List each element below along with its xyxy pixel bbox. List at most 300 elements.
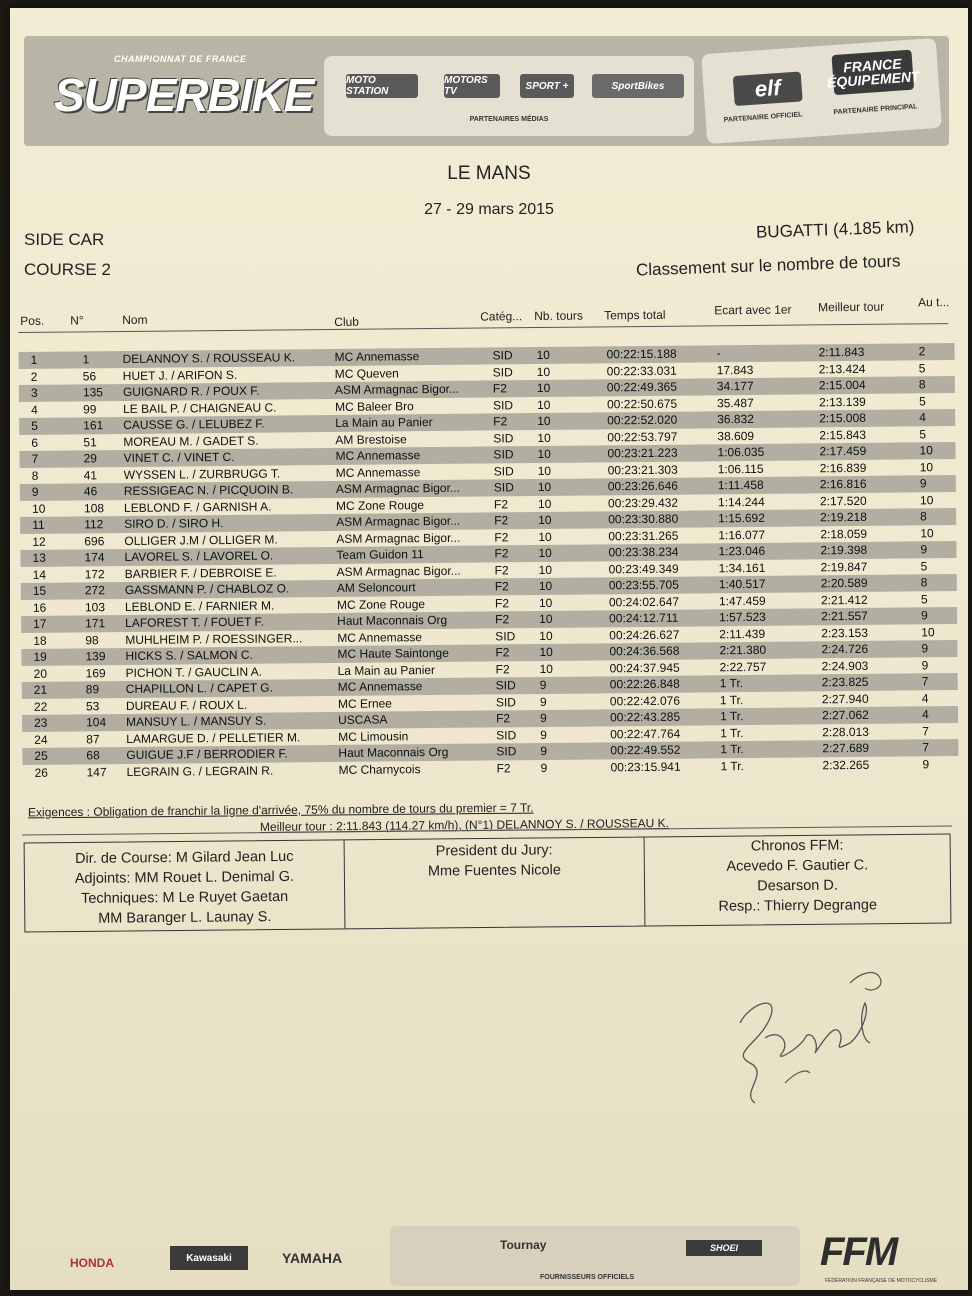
- cell-ecart: 34.177: [716, 378, 754, 394]
- table-body: [19, 343, 959, 781]
- cell-pos: 8: [31, 468, 39, 483]
- cell-ecart: 1:15.692: [718, 510, 765, 526]
- cell-best: 2:17.520: [819, 493, 867, 508]
- cell-temps: 00:23:21.223: [607, 445, 678, 461]
- cell-cat: F2: [493, 496, 509, 511]
- cell-nom: LEGRAIN G. / LEGRAIN R.: [126, 763, 274, 779]
- header-temps: Temps total: [604, 307, 666, 323]
- cell-pos: 23: [34, 715, 48, 730]
- cell-cat: F2: [494, 513, 509, 528]
- cell-nom: LEBLOND F. / GARNISH A.: [123, 499, 272, 515]
- cell-pos: 26: [34, 765, 48, 780]
- cell-au: 8: [920, 509, 927, 524]
- sponsors-bar: [20, 1226, 960, 1290]
- cell-au: 5: [919, 426, 927, 441]
- cell-num: 41: [83, 467, 98, 482]
- official-partner-caption: PARTENAIRE OFFICIEL: [723, 111, 803, 124]
- cell-club: MC Ernee: [337, 695, 393, 711]
- cell-tours: 9: [539, 677, 547, 693]
- cell-ecart: 36.832: [717, 411, 754, 427]
- cell-club: USCASA: [337, 712, 388, 727]
- cell-au: 4: [921, 690, 929, 705]
- cell-best: 2:27.689: [822, 740, 870, 756]
- cell-temps: 00:22:33.031: [606, 363, 677, 378]
- cell-cat: F2: [494, 546, 509, 561]
- cell-au: 10: [919, 492, 934, 507]
- cell-cat: SID: [492, 348, 513, 363]
- cell-pos: 13: [32, 550, 46, 565]
- cell-club: ASM Armagnac Bigor...: [336, 513, 461, 529]
- cell-nom: MANSUY L. / MANSUY S.: [126, 713, 267, 729]
- event-name: LE MANS: [447, 163, 531, 184]
- cell-club: MC Zone Rouge: [336, 596, 426, 612]
- timekeepers: [645, 835, 951, 926]
- cell-num: 112: [84, 517, 104, 532]
- kawasaki-logo: Kawasaki: [170, 1246, 248, 1270]
- yamaha-logo: YAMAHA: [282, 1250, 343, 1266]
- honda-logo: HONDA: [70, 1256, 114, 1270]
- cell-ecart: 2:21.380: [719, 642, 767, 658]
- cell-au: 8: [920, 575, 928, 590]
- cell-cat: F2: [495, 711, 511, 726]
- cell-tours: 10: [537, 496, 552, 511]
- cell-nom: LEBLOND E. / FARNIER M.: [124, 598, 275, 614]
- media-caption: PARTENAIRES MÉDIAS: [469, 116, 549, 123]
- cell-num: 135: [82, 385, 104, 400]
- cell-best: 2:23.825: [821, 674, 869, 690]
- race-adjoints: Adjoints: MM Rouet L. Denimal G.: [74, 868, 295, 887]
- cell-tours: 10: [539, 661, 554, 676]
- cell-au: 5: [920, 558, 928, 573]
- cell-tours: 10: [537, 446, 551, 462]
- cell-club: La Main au Panier: [337, 662, 436, 678]
- circuit-label: BUGATTI (4.185 km): [755, 217, 915, 242]
- media-logo-1: MOTO STATION: [346, 74, 418, 98]
- cell-nom: GUIGUE J.F / BERRODIER F.: [126, 746, 288, 762]
- cell-nom: LE BAIL P. / CHAIGNEAU C.: [122, 400, 277, 416]
- cell-club: MC Annemasse: [337, 679, 423, 694]
- cell-club: AM Brestoise: [335, 431, 407, 447]
- cell-best: 2:24.726: [821, 641, 869, 657]
- cell-pos: 17: [33, 616, 47, 631]
- cell-pos: 20: [33, 666, 48, 681]
- cell-tours: 9: [540, 743, 548, 759]
- cell-au: 10: [920, 525, 934, 540]
- cell-num: 68: [86, 748, 100, 763]
- cell-best: 2:24.903: [821, 658, 869, 673]
- cell-cat: F2: [496, 760, 511, 775]
- cell-club: MC Annemasse: [335, 464, 421, 480]
- cell-temps: 00:23:15.941: [610, 759, 681, 774]
- cell-num: 161: [83, 418, 104, 433]
- cell-num: 103: [84, 599, 106, 614]
- cell-au: 9: [922, 756, 930, 771]
- cell-temps: 00:23:31.265: [608, 528, 679, 543]
- classification-label: Classement sur le nombre de tours: [635, 251, 901, 280]
- france-equipement-logo: FRANCE ÉQUIPEMENT: [832, 50, 915, 95]
- cell-num: 53: [85, 698, 100, 713]
- cell-temps: 00:23:38.234: [608, 544, 679, 560]
- cell-pos: 15: [32, 583, 47, 598]
- race-direction: [25, 840, 346, 931]
- cell-temps: 00:24:36.568: [609, 643, 680, 659]
- cell-num: 104: [86, 715, 107, 730]
- cell-tours: 10: [539, 628, 553, 643]
- cell-best: 2:15.843: [819, 427, 867, 442]
- cell-nom: RESSIGEAC N. / PICQUOIN B.: [123, 482, 294, 498]
- cell-tours: 10: [539, 611, 553, 627]
- cell-pos: 5: [31, 418, 38, 433]
- cell-pos: 21: [33, 682, 48, 697]
- cell-ecart: 1:34.161: [718, 560, 766, 575]
- cell-au: 5: [918, 360, 926, 375]
- media-logo-3: SPORT +: [520, 74, 574, 98]
- cell-temps: 00:23:49.349: [608, 561, 679, 576]
- best-lap-note: Meilleur tour : 2:11.843 (114.27 km/h), (N°1) DELANNOY S. / ROUSSEAU K.: [259, 816, 670, 834]
- cell-best: 2:18.059: [820, 526, 868, 541]
- cell-temps: 00:22:52.020: [607, 412, 678, 428]
- cell-ecart: 1:06.035: [717, 444, 765, 460]
- cell-club: ASM Armagnac Bigor...: [335, 480, 460, 496]
- superbike-logo: [54, 54, 314, 134]
- cell-temps: 00:22:50.675: [606, 396, 678, 411]
- cell-club: MC Charnycois: [338, 761, 421, 777]
- cell-cat: F2: [494, 529, 509, 544]
- cell-au: 10: [919, 443, 933, 458]
- cell-au: 5: [918, 393, 926, 408]
- cell-nom: DUREAU F. / ROUX L.: [125, 697, 248, 713]
- cell-best: 2:16.839: [819, 460, 867, 475]
- cell-club: MC Queven: [334, 365, 399, 381]
- event-dates: 27 - 29 mars 2015: [424, 201, 554, 218]
- cell-num: 56: [82, 368, 97, 383]
- cell-ecart: 17.843: [716, 362, 754, 377]
- cell-tours: 10: [538, 512, 552, 528]
- cell-nom: OLLIGER J.M / OLLIGER M.: [124, 532, 278, 548]
- cell-num: 172: [84, 566, 105, 581]
- cell-temps: 00:23:55.705: [608, 577, 679, 593]
- cell-best: 2:13.139: [818, 394, 866, 409]
- cell-best: 2:20.589: [820, 575, 868, 591]
- header-ecart: Ecart avec 1er: [714, 302, 792, 318]
- cell-cat: F2: [495, 661, 510, 676]
- cell-club: MC Annemasse: [334, 349, 420, 364]
- cell-pos: 9: [31, 484, 39, 499]
- cell-cat: SID: [496, 727, 517, 742]
- cell-best: 2:15.004: [818, 377, 866, 393]
- cell-num: 174: [84, 550, 105, 565]
- cell-au: 7: [922, 723, 929, 738]
- category-label: SIDE CAR: [24, 230, 105, 249]
- cell-num: 89: [85, 682, 100, 697]
- cell-club: ASM Armagnac Bigor...: [336, 563, 461, 579]
- cell-pos: 3: [30, 385, 38, 400]
- cell-tours: 10: [537, 413, 551, 429]
- cell-tours: 9: [540, 760, 548, 775]
- cell-pos: 2: [30, 369, 38, 384]
- cell-cat: SID: [493, 480, 514, 495]
- cell-best: 2:28.013: [822, 724, 869, 739]
- cell-num: 51: [83, 434, 97, 449]
- cell-club: MC Annemasse: [335, 448, 421, 463]
- cell-club: Haut Maconnais Org: [338, 744, 449, 760]
- cell-num: 46: [83, 484, 98, 499]
- header-club: Club: [334, 314, 359, 329]
- chronos-names-2: Desarson D.: [757, 877, 838, 895]
- cell-pos: 14: [32, 567, 47, 582]
- cell-nom: GUIGNARD R. / POUX F.: [122, 383, 260, 399]
- cell-tours: 10: [538, 545, 552, 561]
- elf-logo: elf: [733, 71, 803, 106]
- cell-cat: F2: [493, 414, 508, 429]
- cell-pos: 11: [32, 517, 45, 532]
- cell-best: 2:27.940: [821, 691, 869, 706]
- cell-pos: 10: [31, 501, 46, 516]
- cell-nom: DELANNOY S. / ROUSSEAU K.: [122, 350, 296, 366]
- cell-cat: F2: [492, 381, 507, 396]
- cell-num: 171: [85, 616, 106, 631]
- cell-nom: MOREAU M. / GADET S.: [123, 433, 259, 449]
- cell-best: 2:17.459: [819, 443, 867, 459]
- cell-tours: 10: [538, 578, 553, 594]
- header-au: Au t...: [918, 295, 950, 310]
- cell-ecart: 35.487: [716, 395, 754, 410]
- cell-au: 5: [920, 591, 928, 606]
- cell-temps: 00:22:49.552: [610, 742, 681, 758]
- cell-best: 2:19.218: [820, 509, 867, 525]
- cell-ecart: 1:57.523: [719, 609, 766, 625]
- cell-club: MC Haute Saintonge: [337, 645, 449, 661]
- header-banner: [24, 36, 949, 146]
- cell-pos: 25: [34, 748, 48, 763]
- cell-ecart: 1:16.077: [718, 527, 766, 542]
- chronos-title: Chronos FFM:: [750, 837, 844, 855]
- cell-club: ASM Armagnac Bigor...: [336, 530, 461, 546]
- cell-temps: 00:24:26.627: [609, 627, 680, 642]
- cell-au: 7: [922, 740, 930, 755]
- cell-num: 272: [84, 583, 105, 598]
- cell-pos: 22: [33, 699, 48, 714]
- cell-ecart: 1:40.517: [718, 576, 766, 592]
- cell-ecart: 1 Tr.: [720, 742, 744, 757]
- cell-num: 1: [82, 352, 90, 367]
- main-partner-caption: PARTENAIRE PRINCIPAL: [833, 103, 918, 117]
- cell-au: 7: [921, 674, 929, 689]
- cell-au: 9: [920, 542, 928, 557]
- cell-nom: GASSMANN P. / CHABLOZ O.: [124, 581, 290, 597]
- cell-club: MC Baleer Bro: [334, 398, 414, 414]
- signature: [710, 943, 910, 1113]
- cell-tours: 10: [536, 347, 550, 363]
- cell-tours: 10: [537, 479, 552, 495]
- race-director: Dir. de Course: M Gilard Jean Luc: [74, 848, 294, 867]
- cell-best: 2:21.557: [821, 608, 868, 624]
- cell-tours: 10: [538, 595, 553, 610]
- header-cat: Catég...: [480, 309, 523, 324]
- cell-cat: SID: [495, 628, 516, 643]
- cell-cat: F2: [494, 579, 509, 594]
- cell-ecart: 1:11.458: [717, 477, 764, 493]
- cell-cat: SID: [493, 463, 514, 478]
- cell-nom: PICHON T. / GAUCLIN A.: [125, 664, 263, 680]
- cell-club: La Main au Panier: [335, 415, 433, 430]
- cell-au: 9: [919, 476, 927, 491]
- cell-temps: 00:23:30.880: [608, 511, 679, 527]
- cell-club: ASM Armagnac Bigor...: [334, 381, 460, 397]
- requirement-note: Exigences : Obligation de franchir la ligne d'arrivée, 75% du nombre de tours du premier = 7 Tr.: [27, 800, 534, 820]
- cell-nom: HICKS S. / SALMON C.: [125, 647, 253, 663]
- cell-nom: CHAPILLON L. / CAPET G.: [125, 680, 273, 696]
- cell-temps: 00:22:47.764: [610, 726, 681, 741]
- cell-nom: BARBIER F. / DEBROISE E.: [124, 565, 277, 581]
- official-partners: [701, 38, 942, 144]
- chronos-names: Acevedo F. Gautier C.: [726, 857, 869, 875]
- cell-club: MC Zone Rouge: [335, 497, 425, 513]
- cell-num: 139: [85, 649, 106, 664]
- cell-temps: 00:22:43.285: [609, 709, 681, 725]
- cell-best: 2:23.153: [821, 625, 869, 640]
- cell-best: 2:11.843: [818, 344, 865, 360]
- cell-nom: CAUSSE G. / LELUBEZ F.: [123, 416, 265, 432]
- cell-ecart: 1:14.244: [717, 494, 765, 509]
- cell-club: MC Limousin: [338, 728, 409, 744]
- race-technical: Techniques: M Le Ruyet Gaetan: [80, 888, 289, 907]
- cell-num: 696: [84, 533, 105, 548]
- ffm-caption: FÉDÉRATION FRANÇAISE DE MOTOCYCLISME: [825, 1278, 938, 1284]
- cell-pos: 7: [31, 451, 39, 466]
- cell-tours: 10: [536, 364, 551, 379]
- cell-ecart: 1 Tr.: [719, 676, 744, 691]
- results-table: [18, 289, 959, 781]
- cell-nom: MUHLHEIM P. / ROESSINGER...: [125, 630, 303, 647]
- cell-num: 87: [86, 731, 100, 746]
- cell-num: 98: [85, 632, 99, 647]
- cell-pos: 6: [31, 435, 39, 450]
- race-label: COURSE 2: [24, 260, 111, 279]
- cell-tours: 10: [539, 644, 553, 660]
- media-partners: [324, 56, 694, 136]
- cell-temps: 00:24:37.945: [609, 660, 680, 675]
- cell-ecart: 1 Tr.: [720, 758, 744, 773]
- cell-cat: F2: [494, 595, 510, 610]
- cell-au: 4: [921, 707, 929, 722]
- cell-nom: LAVOREL S. / LAVOREL O.: [124, 548, 274, 564]
- cell-tours: 10: [538, 529, 552, 544]
- header-best: Meilleur tour: [818, 299, 885, 315]
- cell-num: 99: [83, 401, 97, 416]
- cell-temps: 00:22:15.188: [606, 346, 677, 362]
- cell-au: 8: [918, 377, 926, 392]
- cell-au: 10: [921, 624, 935, 639]
- cell-au: 9: [921, 641, 929, 656]
- cell-nom: VINET C. / VINET C.: [123, 449, 235, 465]
- cell-ecart: 1 Tr.: [720, 725, 744, 740]
- cell-temps: 00:22:53.797: [607, 429, 678, 444]
- cell-au: 2: [918, 344, 926, 359]
- cell-ecart: 2:11.439: [719, 626, 766, 641]
- cell-num: 169: [85, 665, 106, 680]
- cell-ecart: 1 Tr.: [719, 709, 744, 724]
- cell-best: 2:19.847: [820, 559, 868, 574]
- cell-cat: F2: [495, 612, 510, 627]
- jury: [345, 837, 646, 928]
- cell-best: 2:13.424: [818, 361, 866, 376]
- cell-ecart: 38.609: [717, 428, 755, 443]
- cell-temps: 00:23:29.432: [607, 495, 679, 510]
- cell-tours: 10: [538, 562, 553, 577]
- cell-temps: 00:24:12.711: [609, 610, 679, 626]
- cell-best: 2:21.412: [820, 592, 868, 607]
- cell-au: 9: [921, 608, 928, 623]
- cell-club: MC Annemasse: [337, 629, 423, 645]
- cell-nom: LAFOREST T. / FOUET F.: [125, 614, 264, 630]
- cell-club: Team Guidon 11: [336, 547, 424, 562]
- cell-best: 2:15.008: [819, 410, 866, 426]
- results-sheet: [10, 8, 968, 1290]
- cell-best: 2:16.816: [819, 476, 867, 492]
- cell-num: 29: [83, 451, 97, 466]
- cell-best: 2:32.265: [822, 757, 870, 772]
- cell-ecart: -: [716, 346, 721, 361]
- cell-tours: 10: [537, 463, 552, 478]
- race-technical-2: MM Baranger L. Launay S.: [98, 909, 272, 927]
- cell-num: 147: [86, 764, 107, 779]
- cell-temps: 00:24:02.647: [608, 594, 680, 609]
- cell-num: 108: [83, 500, 105, 515]
- cell-cat: SID: [492, 364, 513, 379]
- cell-tours: 10: [537, 430, 551, 445]
- championship-label: CHAMPIONNAT DE FRANCE: [114, 54, 247, 64]
- cell-cat: SID: [495, 678, 516, 693]
- cell-nom: SIRO D. / SIRO H.: [124, 516, 224, 531]
- tournay-logo: Tournay: [500, 1238, 547, 1252]
- chronos-resp: Resp.: Thierry Degrange: [718, 897, 878, 915]
- cell-best: 2:19.398: [820, 542, 868, 558]
- cell-best: 2:27.062: [821, 707, 869, 723]
- header-nom: Nom: [122, 312, 148, 328]
- shoei-logo: SHOEI: [686, 1240, 762, 1256]
- cell-au: 10: [919, 459, 934, 474]
- cell-cat: F2: [495, 645, 510, 660]
- jury-title: President du Jury:: [435, 842, 553, 860]
- cell-pos: 19: [33, 649, 47, 664]
- cell-pos: 24: [34, 732, 48, 747]
- cell-au: 9: [921, 657, 929, 672]
- cell-tours: 10: [536, 380, 551, 396]
- cell-temps: 00:22:42.076: [609, 693, 681, 708]
- header-pos: Pos.: [20, 313, 45, 328]
- cell-pos: 1: [30, 352, 38, 367]
- cell-pos: 12: [32, 534, 46, 549]
- cell-temps: 00:22:26.848: [609, 676, 680, 692]
- header-tours: Nb. tours: [534, 308, 583, 324]
- cell-nom: HUET J. / ARIFON S.: [122, 367, 238, 383]
- cell-pos: 18: [33, 633, 47, 648]
- cell-tours: 9: [540, 727, 547, 742]
- cell-cat: SID: [492, 397, 514, 412]
- header-num: N°: [70, 313, 84, 328]
- cell-temps: 00:23:21.303: [607, 462, 678, 477]
- cell-ecart: 2:22.757: [719, 659, 767, 674]
- brand-label: SUPERBIKE: [54, 69, 314, 121]
- cell-cat: F2: [494, 562, 509, 577]
- cell-pos: 4: [31, 402, 38, 417]
- media-logo-4: SportBikes: [592, 74, 684, 98]
- media-logo-2: MOTORS TV: [444, 74, 500, 98]
- jury-president: Mme Fuentes Nicole: [427, 862, 561, 880]
- cell-temps: 00:22:49.365: [606, 379, 678, 395]
- cell-tours: 10: [536, 397, 551, 412]
